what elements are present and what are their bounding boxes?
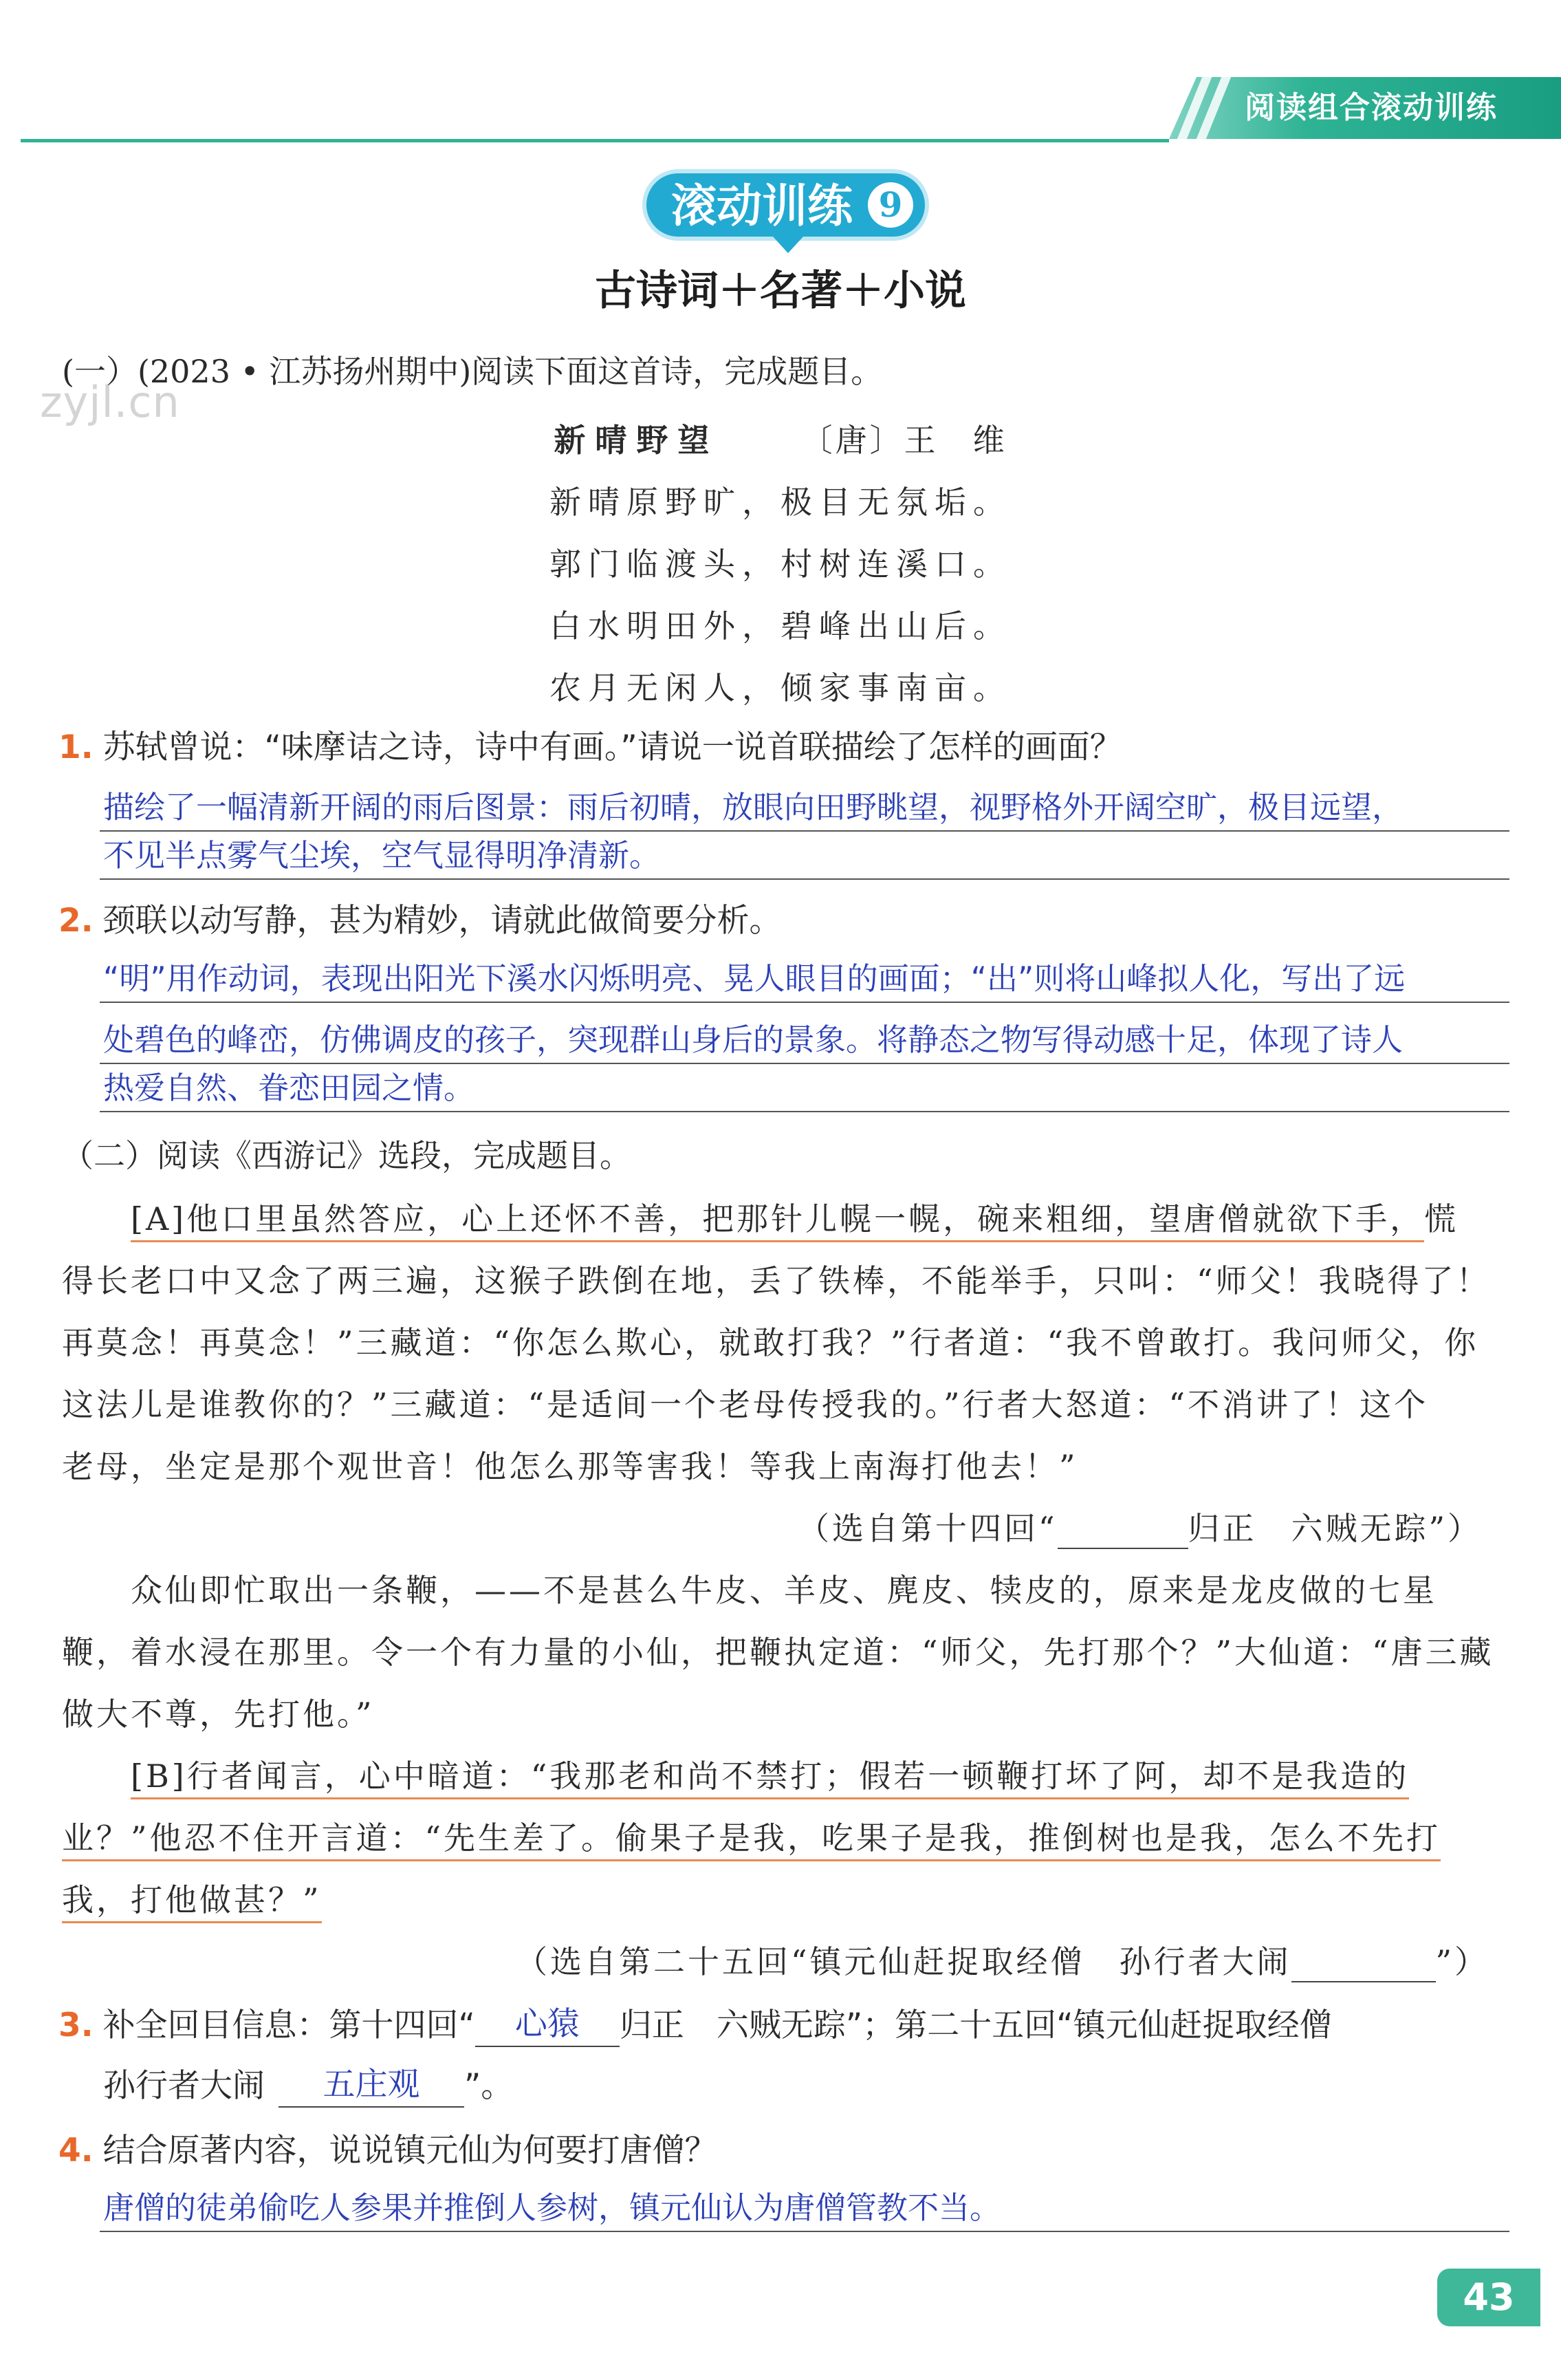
title-badge-text: 滚动训练 [671,179,853,232]
underlined-sentence: 我，打他做甚？” [62,1881,322,1923]
question-3: 3. 补全回目信息：第十四回“ 心猿 归正 六贼无踪”；第二十五回“镇元仙赶捉取经僧 [58,2003,1332,2047]
page-subtitle: 古诗词＋名著＋小说 [595,267,966,315]
answer-rule [100,1063,1509,1064]
underlined-sentence: [A]他口里虽然答应，心上还怀不善，把那针儿幌一幌，碗来粗细，望唐僧就欲下手， [131,1200,1424,1242]
answer-line: 唐僧的徒弟偷吃人参果并推倒人参树，镇元仙认为唐僧管教不当。 [103,2189,1001,2226]
passage-a-line: [A]他口里虽然答应，心上还怀不善，把那针儿幌一幌，碗来粗细，望唐僧就欲下手，慌 [131,1198,1459,1240]
passage-b-source: （选自第二十五回“镇元仙赶捉取经僧 孙行者大闹 ”） [516,1941,1489,1982]
question-text: 颈联以动写静，甚为精妙，请就此做简要分析。 [102,902,782,940]
answer-rule [100,830,1509,832]
question-number: 3. [58,2006,94,2044]
answer-rule [100,1002,1509,1003]
underlined-sentence: 业？”他忍不住开言道：“先生差了。偷果子是我，吃果子是我，推倒树也是我，怎么不先打 [62,1819,1441,1861]
poem-line: 白水明田外，碧峰出山后。 [549,607,1012,645]
question-text: 苏轼曾说：“味摩诘之诗，诗中有画。”请说一说首联描绘了怎样的画面？ [102,728,1122,766]
answer-rule [100,1111,1509,1112]
question-4 [58,2130,717,2172]
header-section-title: 阅读组合滚动训练 [1245,90,1498,125]
answer-fill: 五庄观 [279,2064,464,2108]
blank-line [1291,1981,1436,1982]
passage-b-line [62,1879,322,1921]
passage-a-line: 得长老口中又念了两三遍，这猴子跌倒在地，丢了铁棒，不能举手，只叫：“师父！我晓得了！ [62,1262,1491,1299]
answer-line: 处碧色的峰峦，仿佛调皮的孩子，突现群山身后的景象。将静态之物写得动感十足，体现了诗人 [103,1021,1404,1058]
answer-line: 描绘了一幅清新开阔的雨后图景：雨后初晴，放眼向田野眺望，视野格外开阔空旷，极目远望， [103,789,1404,825]
question-number: 4. [58,2132,94,2170]
question-number: 1. [58,728,94,766]
part1-heading: (一）(2023 • 江苏扬州期中)阅读下面这首诗，完成题目。 [62,353,883,390]
title-badge-number: 9 [868,182,913,228]
header-divider [21,139,1169,142]
poem-author: 〔唐〕王 维 [800,422,1007,459]
title-badge-pointer [773,237,803,253]
passage-line: 众仙即忙取出一条鞭，——不是甚么牛皮、羊皮、麂皮、犊皮的，原来是龙皮做的七星 [131,1572,1437,1609]
poem-line: 农月无闲人，倾家事南亩。 [549,669,1012,706]
passage-a-source: （选自第十四回“ 归正 六贼无踪”） [798,1508,1482,1549]
passage-a-line: 老母，坐定是那个观世音！他怎么那等害我！等我上南海打他去！” [62,1448,1078,1485]
passage-a-line: 这法儿是谁教你的？”三藏道：“是适间一个老母传授我的。”行者大怒道：“不消讲了！这个 [62,1386,1429,1423]
question-number: 2. [58,902,94,940]
passage-a-line: 再莫念！再莫念！”三藏道：“你怎么欺心，就敢打我？”行者道：“我不曾敢打。我问师父，你 [62,1324,1479,1361]
part2-heading: （二）阅读《西游记》选段，完成题目。 [62,1137,631,1174]
question-text: 结合原著内容，说说镇元仙为何要打唐僧？ [102,2132,717,2170]
answer-rule [100,2231,1509,2232]
watermark: zyjl.cn [40,377,180,427]
question-1 [58,726,1122,769]
answer-line: 热爱自然、眷恋田园之情。 [103,1070,475,1106]
passage-b-line [131,1755,1409,1797]
answer-rule [100,878,1509,880]
passage-b-line [62,1817,1441,1859]
answer-line: 不见半点雾气尘埃，空气显得明净清新。 [103,837,661,874]
blank-line [1058,1548,1188,1549]
poem-header [0,420,1561,461]
answer-line: “明”用作动词，表现出阳光下溪水闪烁明亮、晃人眼目的画面；“出”则将山峰拟人化，写出了远 [103,960,1406,997]
poem-line: 新晴原野旷，极目无氛垢。 [549,484,1012,521]
passage-line: 做大不尊，先打他。” [62,1696,375,1733]
question-3-line2: 孙行者大闹 五庄观 ”。 [103,2064,513,2108]
question-2 [58,900,782,942]
passage-line: 鞭，着水浸在那里。令一个有力量的小仙，把鞭执定道：“师父，先打那个？”大仙道：“唐三藏 [62,1634,1494,1671]
answer-fill: 心猿 [475,2003,620,2047]
poem-line: 郭门临渡头，村树连溪口。 [549,545,1012,583]
page-number: 43 [1437,2269,1540,2326]
underlined-sentence: [B]行者闻言，心中暗道：“我那老和尚不禁打；假若一顿鞭打坏了阿，却不是我造的 [131,1757,1409,1799]
poem-title: 新晴野望 [554,422,719,459]
